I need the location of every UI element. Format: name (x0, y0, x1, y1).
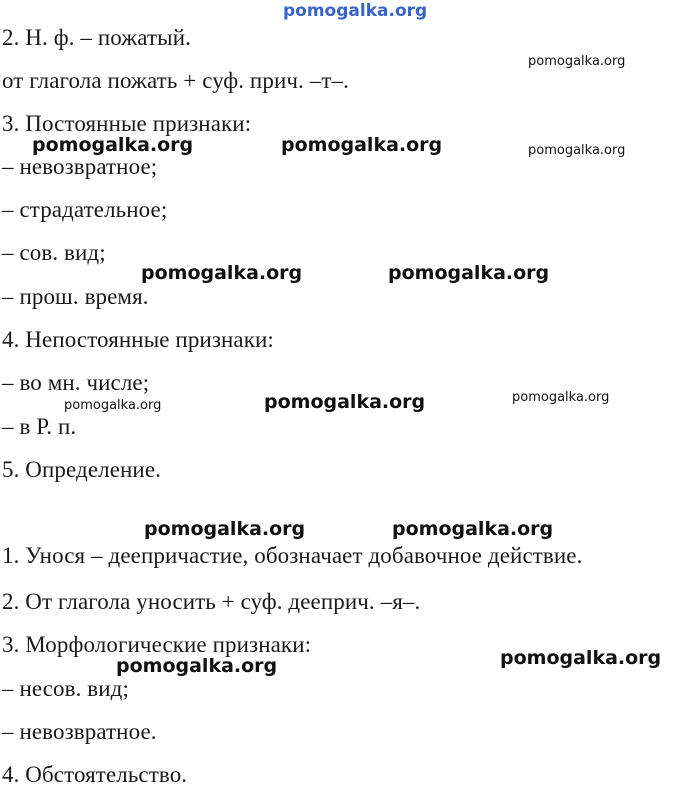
text-line: 4. Обстоятельство. (2, 762, 188, 787)
watermark-text: pomogalka.org (32, 134, 194, 156)
watermark-text: pomogalka.org (281, 134, 443, 156)
text-line: 5. Определение. (2, 457, 161, 482)
watermark-text: pomogalka.org (528, 54, 626, 69)
watermark-text: pomogalka.org (528, 143, 626, 158)
text-line: 3. Постоянные признаки: (2, 111, 252, 136)
text-line: – сов. вид; (2, 240, 106, 265)
text-line: – в Р. п. (2, 414, 77, 439)
text-line: – прош. время. (2, 284, 149, 309)
watermark-text: pomogalka.org (144, 518, 306, 540)
watermark-text: pomogalka.org (264, 391, 426, 413)
text-line: 4. Непостоянные признаки: (2, 327, 274, 352)
text-line: 1. Унося – деепричастие, обозначает добавочное действие. (2, 543, 583, 568)
watermark-text: pomogalka.org (392, 518, 554, 540)
text-line: – невозвратное; (2, 154, 158, 179)
watermark-logo: pomogalka.org (283, 1, 428, 21)
text-line: от глагола пожать + суф. прич. –т–. (2, 68, 349, 93)
watermark-text: pomogalka.org (141, 262, 303, 284)
text-line: 2. От глагола уносить + суф. дееприч. –я–. (2, 589, 421, 614)
text-line: – страдательное; (2, 197, 168, 222)
text-line: 2. Н. ф. – пожатый. (2, 25, 191, 50)
watermark-text: pomogalka.org (500, 647, 662, 669)
text-line: 3. Морфологические признаки: (2, 632, 312, 657)
watermark-text: pomogalka.org (116, 655, 278, 677)
watermark-text: pomogalka.org (388, 262, 550, 284)
watermark-text: pomogalka.org (64, 398, 162, 413)
text-line: – невозвратное. (2, 719, 157, 744)
text-line: – несов. вид; (2, 676, 129, 701)
text-line: – во мн. числе; (2, 370, 150, 395)
watermark-text: pomogalka.org (512, 390, 610, 405)
